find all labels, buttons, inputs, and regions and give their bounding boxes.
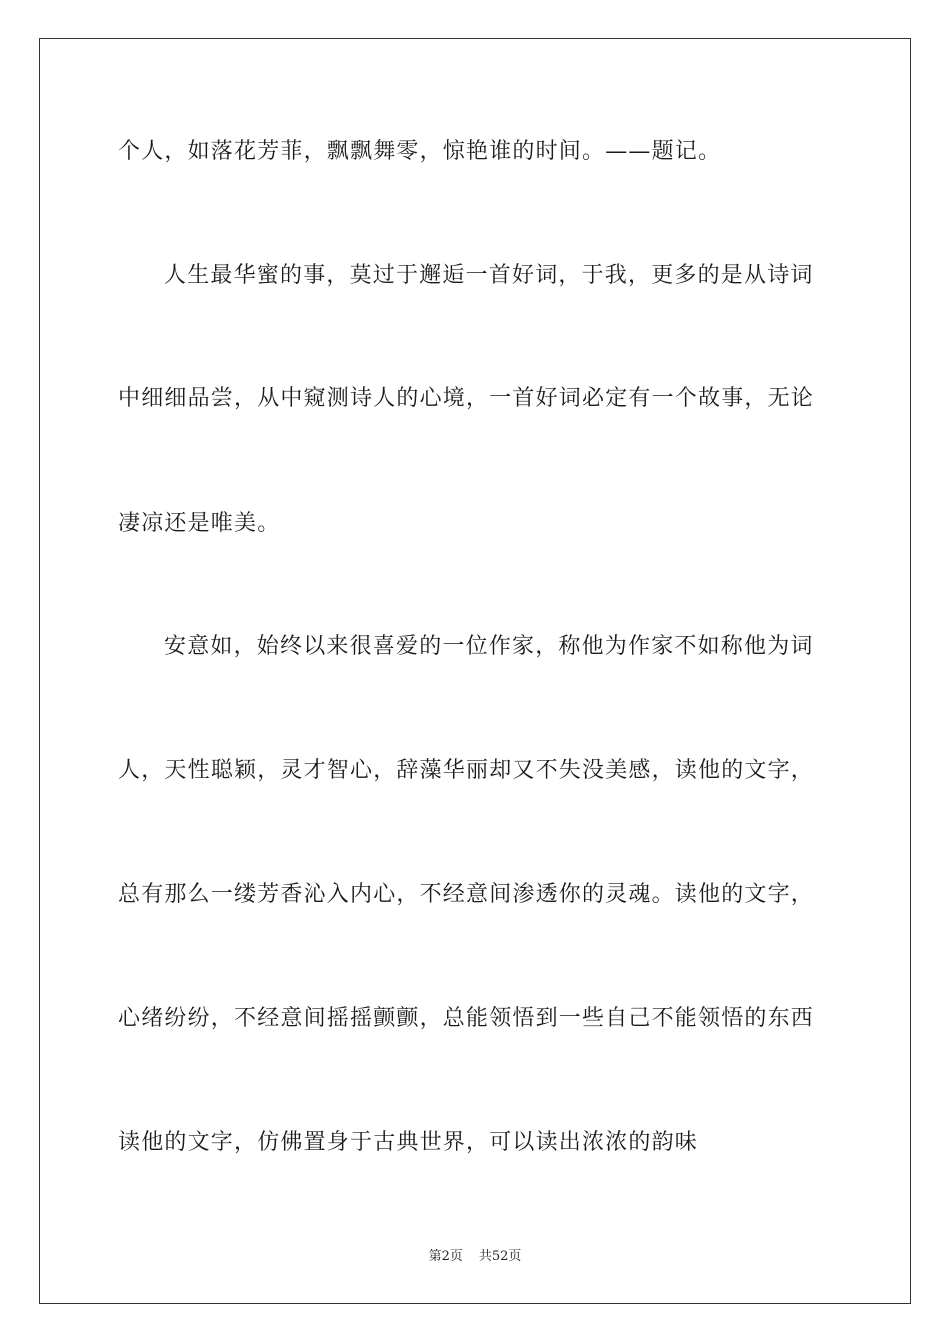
- page-border: [39, 38, 911, 1304]
- page-total: 共52页: [478, 1249, 522, 1264]
- text-line-4: 凄凉还是唯美。: [118, 511, 281, 536]
- text-line-9: 读他的文字，仿佛置身于古典世界，可以读出浓浓的韵味: [118, 1130, 699, 1155]
- text-line-1: 个人，如落花芳菲，飘飘舞零，惊艳谁的时间。——题记。: [118, 139, 722, 164]
- text-line-8: 心绪纷纷，不经意间摇摇颤颤，总能领悟到一些自己不能领悟的东西: [118, 1006, 815, 1031]
- text-line-3: 中细细品尝，从中窥测诗人的心境，一首好词必定有一个故事，无论: [118, 386, 815, 411]
- text-line-6: 人，天性聪颖，灵才智心，辞藻华丽却又不失没美感，读他的文字，: [118, 758, 815, 783]
- page-footer: [0, 1248, 950, 1266]
- text-line-2: 人生最华蜜的事，莫过于邂逅一首好词，于我，更多的是从诗词: [164, 263, 814, 288]
- page-number: 第2页: [428, 1249, 463, 1264]
- text-line-7: 总有那么一缕芳香沁入内心，不经意间渗透你的灵魂。读他的文字，: [118, 882, 815, 907]
- text-line-5: 安意如，始终以来很喜爱的一位作家，称他为作家不如称他为词: [164, 634, 814, 659]
